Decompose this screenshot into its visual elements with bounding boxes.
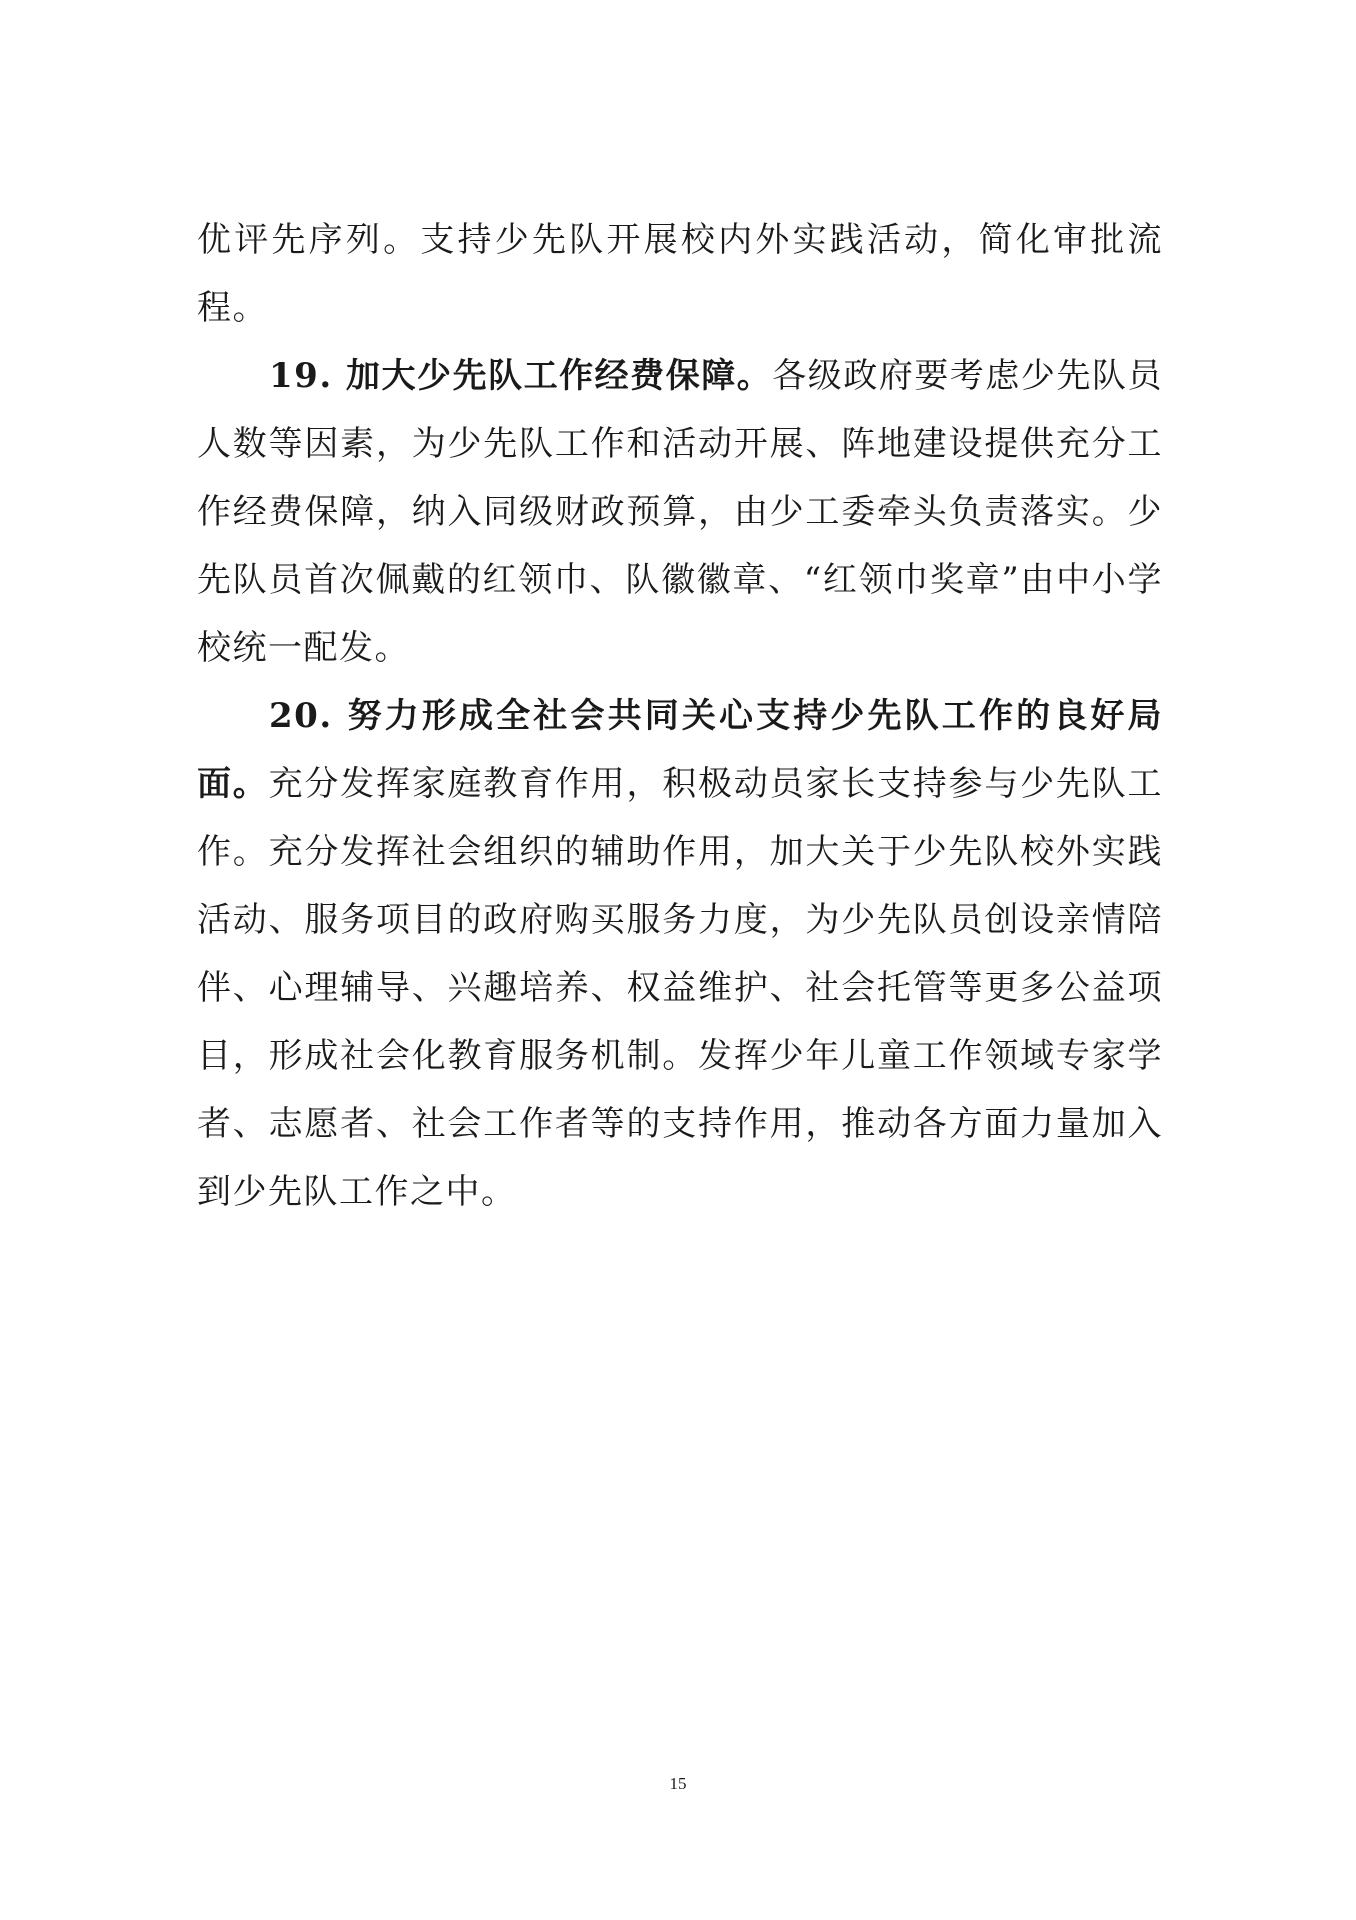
paragraph-heading: 19. 加大少先队工作经费保障。 [269, 356, 773, 396]
document-body [197, 206, 1163, 1226]
paragraph-heading: 20. 努力形成全社会共同关心支持少先队工作的良好局面。 [197, 696, 1163, 804]
paragraph-item-20 [197, 682, 1163, 1226]
paragraph-text: 充分发挥家庭教育作用，积极动员家长支持参与少先队工作。充分发挥社会组织的辅助作用，加大关于少先队校外实践活动、服务项目的政府购买服务力度，为少先队员创设亲情陪伴、心理辅导、兴趣培养、权益维护、社会托管等更多公益项目，形成社会化教育服务机制。发挥少年儿童工作领域专家学者、志愿者、社会工作者等的支持作用，推动各方面力量加入到少先队工作之中。 [197, 764, 1163, 1212]
page-number: 15 [669, 1774, 687, 1793]
paragraph-text: 优评先序列。支持少先队开展校内外实践活动，简化审批流程。 [197, 220, 1163, 328]
paragraph-text: 各级政府要考虑少先队员人数等因素，为少先队工作和活动开展、阵地建设提供充分工作经费保障，纳入同级财政预算，由少工委牵头负责落实。少先队员首次佩戴的红领巾、队徽徽章、“红领巾奖章”由中小学校统一配发。 [197, 356, 1163, 668]
paragraph-item-19 [197, 342, 1163, 682]
paragraph-continuation [197, 206, 1163, 342]
